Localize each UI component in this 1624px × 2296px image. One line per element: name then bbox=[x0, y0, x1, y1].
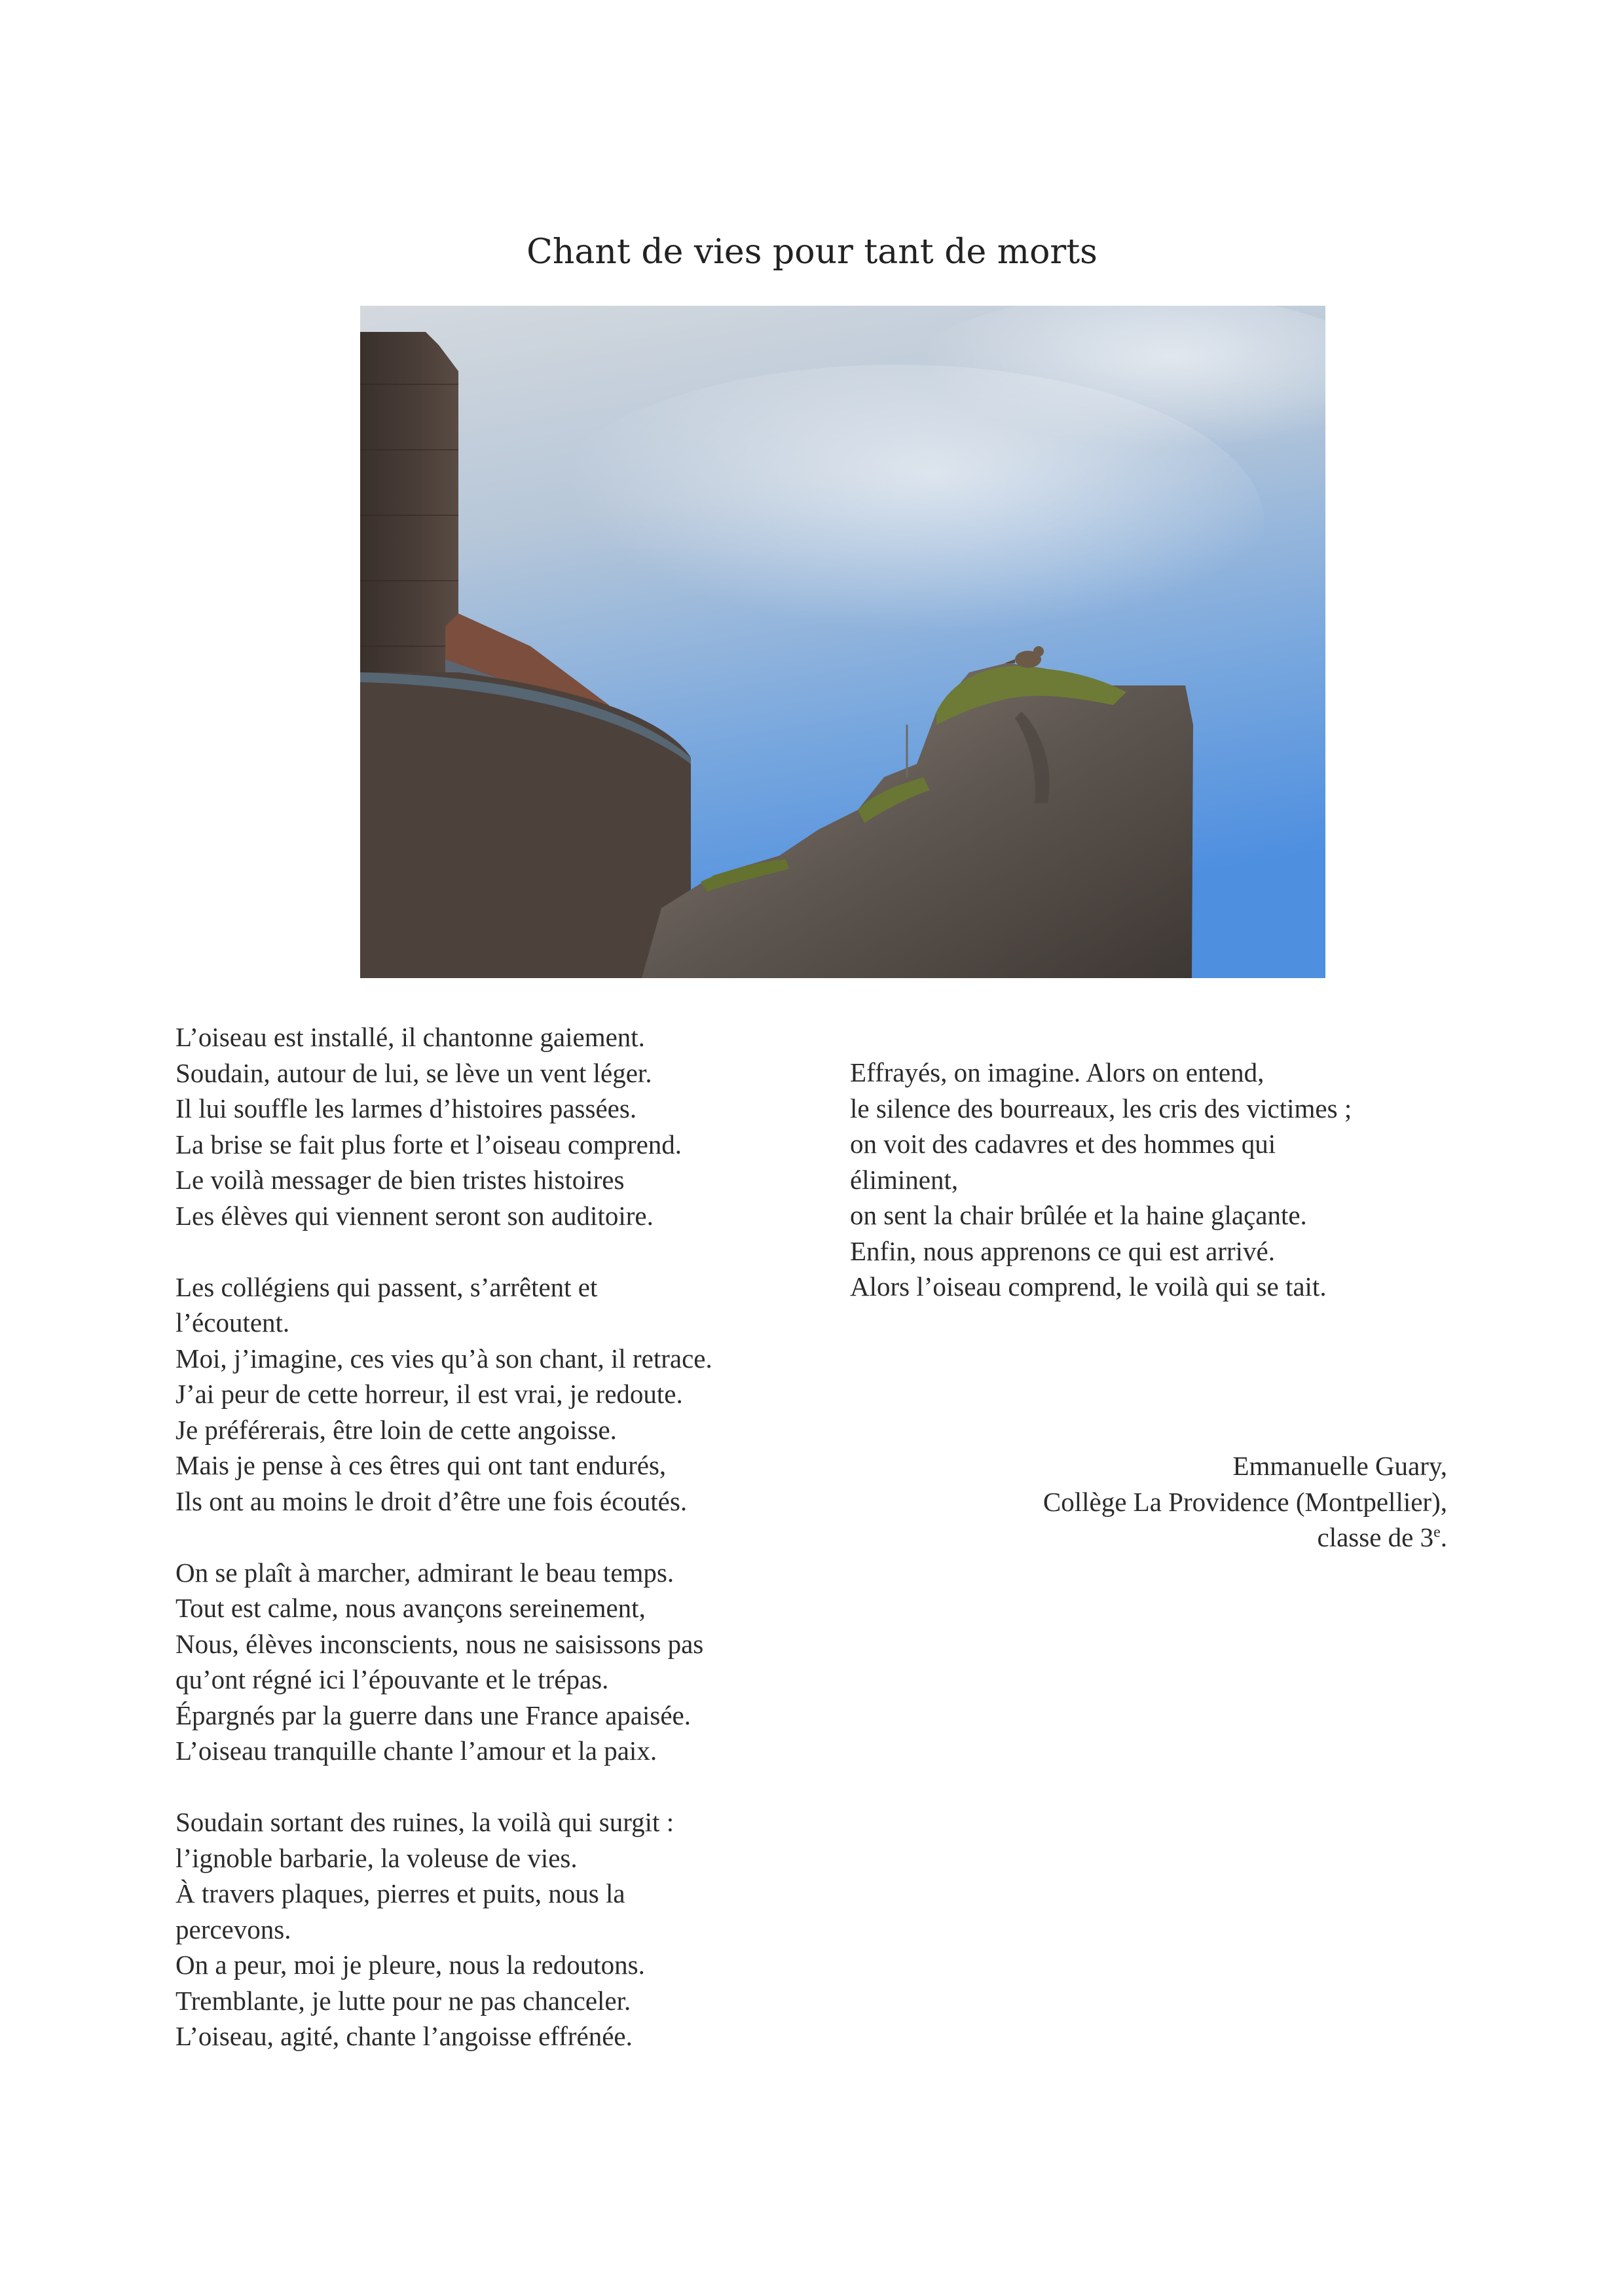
verse-line: Je préférerais, être loin de cette angoisse. bbox=[175, 1414, 617, 1445]
verse-line: qu’ont régné ici l’épouvante et le trépas. bbox=[175, 1664, 609, 1694]
verse-line: Le voilà messager de bien tristes histoires bbox=[175, 1165, 625, 1195]
stanza-1 bbox=[175, 1019, 830, 1233]
verse-line: Mais je pense à ces êtres qui ont tant endurés, bbox=[175, 1450, 667, 1480]
verse-line: Moi, j’imagine, ces vies qu’à son chant, il retrace. bbox=[175, 1343, 712, 1374]
verse-line: L’oiseau, agité, chante l’angoisse effrénée. bbox=[175, 2021, 633, 2051]
class-ordinal-superscript: e bbox=[1433, 1523, 1441, 1541]
signature-block bbox=[858, 1448, 1447, 1556]
poem-column-right bbox=[850, 1055, 1466, 1305]
verse-line: Tremblante, je lutte pour ne pas chanceler. bbox=[175, 1985, 631, 2016]
verse-line: J’ai peur de cette horreur, il est vrai, je redoute. bbox=[175, 1379, 683, 1409]
verse-line: Les élèves qui viennent seront son auditoire. bbox=[175, 1200, 654, 1231]
verse-line: Nous, élèves inconscients, nous ne saisissons pas bbox=[175, 1628, 704, 1659]
verse-line: Soudain, autour de lui, se lève un vent léger. bbox=[175, 1057, 652, 1088]
poem-title: Chant de vies pour tant de morts bbox=[526, 232, 1098, 272]
verse-line: Enfin, nous apprenons ce qui est arrivé. bbox=[850, 1235, 1275, 1266]
class-suffix: . bbox=[1440, 1522, 1447, 1552]
verse-line: Alors l’oiseau comprend, le voilà qui se tait. bbox=[850, 1271, 1327, 1302]
verse-line: percevons. bbox=[175, 1914, 291, 1944]
verse-line: Tout est calme, nous avançons sereinement, bbox=[175, 1593, 646, 1623]
verse-line: on voit des cadavres et des hommes qui bbox=[850, 1129, 1276, 1159]
class-prefix: classe de 3 bbox=[1317, 1522, 1434, 1552]
verse-line: éliminent, bbox=[850, 1164, 959, 1195]
verse-line: L’oiseau est installé, il chantonne gaiement. bbox=[175, 1022, 645, 1052]
photo-ruins-with-bird bbox=[360, 306, 1325, 978]
verse-line: le silence des bourreaux, les cris des victimes ; bbox=[850, 1093, 1352, 1123]
verse-line: Les collégiens qui passent, s’arrêtent et bbox=[175, 1271, 598, 1302]
class-level bbox=[858, 1520, 1447, 1556]
author-name: Emmanuelle Guary, bbox=[1232, 1451, 1447, 1481]
verse-line: L’oiseau tranquille chante l’amour et la paix. bbox=[175, 1736, 657, 1766]
photo-illustration bbox=[360, 306, 1325, 978]
stanza-4 bbox=[175, 1804, 830, 2054]
stanza-3 bbox=[175, 1555, 830, 1769]
stanza-5 bbox=[850, 1055, 1466, 1305]
verse-line: l’écoutent. bbox=[175, 1307, 290, 1338]
verse-line: Soudain sortant des ruines, la voilà qui surgit : bbox=[175, 1807, 674, 1837]
verse-line: Ils ont au moins le droit d’être une fois écoutés. bbox=[175, 1485, 688, 1516]
poem-column-left bbox=[175, 1019, 830, 2054]
verse-line: On se plaît à marcher, admirant le beau temps. bbox=[175, 1557, 674, 1588]
verse-line: On a peur, moi je pleure, nous la redoutons. bbox=[175, 1950, 645, 1980]
verse-line: Épargnés par la guerre dans une France apaisée. bbox=[175, 1700, 691, 1730]
stanza-2 bbox=[175, 1269, 830, 1520]
verse-line: La brise se fait plus forte et l’oiseau comprend. bbox=[175, 1129, 682, 1159]
verse-line: on sent la chair brûlée et la haine glaçante. bbox=[850, 1200, 1307, 1230]
school-name: Collège La Providence (Montpellier), bbox=[1043, 1486, 1447, 1517]
verse-line: l’ignoble barbarie, la voleuse de vies. bbox=[175, 1842, 578, 1873]
verse-line: À travers plaques, pierres et puits, nous la bbox=[175, 1878, 625, 1908]
verse-line: Il lui souffle les larmes d’histoires passées. bbox=[175, 1093, 637, 1123]
verse-line: Effrayés, on imagine. Alors on entend, bbox=[850, 1057, 1264, 1087]
